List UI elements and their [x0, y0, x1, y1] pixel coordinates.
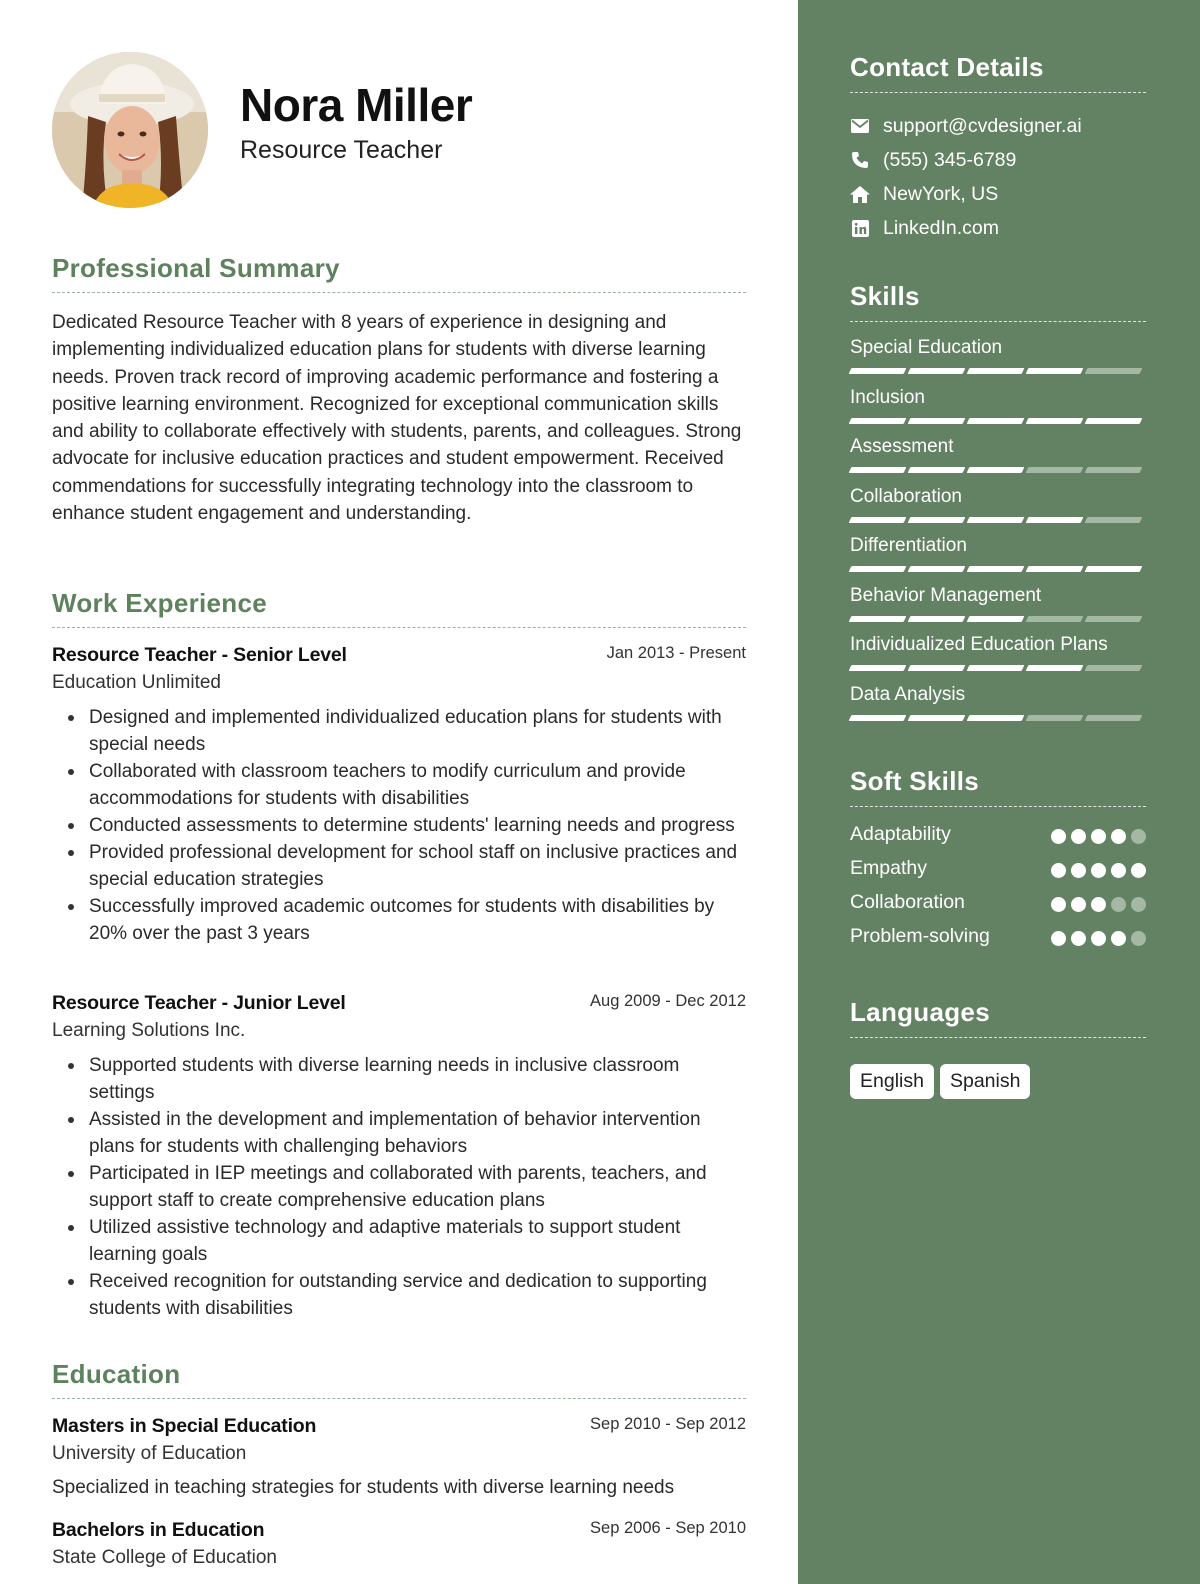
skill-level-bar: [850, 467, 1146, 473]
skill-level-bar: [850, 715, 1146, 721]
rating-dot: [1071, 931, 1086, 946]
skill-level-segment: [967, 566, 1025, 572]
bullet-item: Collaborated with classroom teachers to modify curriculum and provide accommodations for students with disabilities: [52, 758, 746, 812]
soft-skill-rating: [1051, 931, 1146, 946]
skill-item: [850, 585, 1146, 622]
skills-section: [850, 281, 1146, 322]
skill-level-bar: [850, 418, 1146, 424]
rating-dot: [1131, 829, 1146, 844]
skill-item: [850, 535, 1146, 572]
rating-dot: [1131, 931, 1146, 946]
skill-level-segment: [1085, 715, 1143, 721]
skill-level-segment: [849, 467, 907, 473]
job-dates: Aug 2009 - Dec 2012: [590, 992, 746, 1010]
home-icon: [850, 184, 870, 204]
skill-level-segment: [908, 665, 966, 671]
soft-skill-name: Problem-solving: [850, 925, 990, 947]
skill-level-segment: [1085, 368, 1143, 374]
summary-text: Dedicated Resource Teacher with 8 years of experience in designing and implementing individualized education plans for students with diverse learning needs. Proven track record of improving academic performance and fostering a positive learning environment. Recognized for exceptional communication skills and ability to collaborate effectively with students, parents, and colleagues. Strong advocate for inclusive education practices and student empowerment. Received commendations for successfully integrating technology into the classroom to enhance student engagement and understanding.: [52, 312, 742, 525]
rating-dot: [1051, 897, 1066, 912]
skill-level-segment: [1026, 566, 1084, 572]
skill-name: Assessment: [850, 436, 954, 457]
bullet-item: Assisted in the development and implementation of behavior intervention plans for students with challenging behaviors: [52, 1106, 746, 1160]
skill-level-bar: [850, 368, 1146, 374]
bullet-item: Supported students with diverse learning needs in inclusive classroom settings: [52, 1052, 746, 1106]
soft-skill-item: [850, 891, 1146, 917]
soft-skill-rating: [1051, 863, 1146, 878]
rating-dot: [1131, 863, 1146, 878]
education-heading: Education: [52, 1359, 181, 1389]
skill-level-segment: [908, 368, 966, 374]
skill-level-segment: [1085, 616, 1143, 622]
education-entry: [52, 1415, 746, 1499]
skill-level-segment: [849, 665, 907, 671]
degree-title: Bachelors in Education: [52, 1519, 265, 1541]
linkedin-icon: [850, 218, 870, 238]
skill-name: Data Analysis: [850, 683, 966, 705]
job-dates: Jan 2013 - Present: [606, 644, 746, 662]
rating-dot: [1111, 897, 1126, 912]
bullet-item: Participated in IEP meetings and collaborated with parents, teachers, and support staff to create comprehensive education plans: [52, 1160, 746, 1214]
email-text: support@cvdesigner.ai: [883, 114, 1082, 137]
section-divider: [850, 321, 1146, 322]
bullet-item: Provided professional development for school staff on inclusive practices and special education strategies: [52, 839, 746, 893]
job-title: Resource Teacher - Junior Level: [52, 992, 346, 1014]
rating-dot: [1051, 863, 1066, 878]
skills-heading: Skills: [850, 281, 920, 311]
job-company: Learning Solutions Inc.: [52, 1020, 246, 1041]
job-entry: [52, 992, 746, 1322]
summary-heading: Professional Summary: [52, 253, 340, 283]
skill-level-segment: [1026, 467, 1084, 473]
job-bullets: [52, 1052, 746, 1322]
soft-skill-item: [850, 857, 1146, 883]
rating-dot: [1051, 931, 1066, 946]
skill-level-segment: [1026, 715, 1084, 721]
candidate-name: Nora Miller: [240, 79, 473, 131]
language-tag: Spanish: [940, 1064, 1030, 1099]
experience-heading: Work Experience: [52, 588, 268, 618]
skill-name: Collaboration: [850, 485, 962, 507]
rating-dot: [1051, 829, 1066, 844]
rating-dot: [1111, 829, 1126, 844]
degree-title: Masters in Special Education: [52, 1415, 317, 1437]
skill-level-bar: [850, 517, 1146, 523]
contact-heading: Contact Details: [850, 52, 1044, 82]
soft-skills-section: [850, 766, 1146, 807]
skill-level-segment: [908, 467, 966, 473]
contact-email[interactable]: [850, 113, 1082, 139]
job-title: Resource Teacher - Senior Level: [52, 644, 347, 666]
skill-level-segment: [967, 467, 1025, 473]
rating-dot: [1071, 897, 1086, 912]
rating-dot: [1091, 829, 1106, 844]
soft-skill-rating: [1051, 829, 1146, 844]
skill-level-segment: [908, 566, 966, 572]
rating-dot: [1111, 931, 1126, 946]
contact-phone[interactable]: [850, 147, 1016, 173]
rating-dot: [1131, 897, 1146, 912]
skill-level-segment: [849, 616, 907, 622]
soft-skill-item: [850, 823, 1146, 849]
section-divider: [52, 292, 746, 293]
skill-item: [850, 634, 1146, 671]
skill-level-bar: [850, 665, 1146, 671]
skill-level-segment: [1026, 368, 1084, 374]
skill-level-segment: [908, 715, 966, 721]
skill-level-segment: [1026, 616, 1084, 622]
section-divider: [850, 806, 1146, 807]
bullet-item: Successfully improved academic outcomes for students with disabilities by 20% over the past 3 years: [52, 893, 746, 947]
skill-level-segment: [967, 616, 1025, 622]
contact-location: [850, 181, 998, 207]
soft-skills-heading: Soft Skills: [850, 766, 979, 796]
job-bullets: [52, 704, 746, 947]
languages-heading: Languages: [850, 997, 990, 1027]
bullet-item: Received recognition for outstanding service and dedication to supporting students with disabilities: [52, 1268, 746, 1322]
bullet-item: Designed and implemented individualized education plans for students with special needs: [52, 704, 746, 758]
rating-dot: [1071, 829, 1086, 844]
skill-level-segment: [1026, 517, 1084, 523]
skill-level-segment: [1085, 467, 1143, 473]
resume-header: [52, 52, 752, 210]
school-name: State College of Education: [52, 1547, 277, 1568]
skill-level-segment: [967, 715, 1025, 721]
skill-level-segment: [967, 665, 1025, 671]
skill-level-segment: [908, 616, 966, 622]
education-dates: Sep 2006 - Sep 2010: [590, 1519, 746, 1537]
skill-level-segment: [849, 418, 907, 424]
skill-level-segment: [1026, 418, 1084, 424]
skill-name: Inclusion: [850, 386, 925, 408]
skill-item: [850, 684, 1146, 721]
portrait-photo: [52, 52, 208, 208]
language-tag: English: [850, 1064, 934, 1099]
skill-item: [850, 337, 1146, 374]
section-divider: [850, 92, 1146, 93]
rating-dot: [1091, 863, 1106, 878]
education-entry: [52, 1519, 746, 1569]
bullet-item: Conducted assessments to determine students' learning needs and progress: [52, 812, 746, 839]
rating-dot: [1111, 863, 1126, 878]
contact-linkedin[interactable]: [850, 215, 999, 241]
avatar: [52, 52, 208, 208]
section-divider: [52, 1398, 746, 1399]
section-divider: [850, 1037, 1146, 1038]
skill-level-segment: [1026, 665, 1084, 671]
skill-name: Behavior Management: [850, 584, 1042, 606]
phone-icon: [850, 150, 870, 170]
skill-name: Differentiation: [850, 535, 967, 556]
job-entry: [52, 644, 746, 947]
rating-dot: [1071, 863, 1086, 878]
contact-section: [850, 52, 1146, 93]
skill-name: Special Education: [850, 337, 1003, 358]
skill-level-segment: [1085, 566, 1143, 572]
soft-skill-rating: [1051, 897, 1146, 912]
skill-level-segment: [1085, 418, 1143, 424]
language-tags: [850, 1064, 1030, 1099]
skill-level-segment: [967, 418, 1025, 424]
education-section: [52, 1359, 746, 1399]
location-text: NewYork, US: [883, 182, 999, 205]
education-description: Specialized in teaching strategies for students with diverse learning needs: [52, 1477, 675, 1498]
candidate-title: Resource Teacher: [240, 136, 443, 164]
rating-dot: [1091, 897, 1106, 912]
languages-section: [850, 997, 1146, 1038]
experience-section: [52, 588, 746, 628]
skill-level-segment: [967, 517, 1025, 523]
rating-dot: [1091, 931, 1106, 946]
soft-skill-item: [850, 925, 1146, 951]
skill-level-segment: [967, 368, 1025, 374]
skill-level-segment: [908, 418, 966, 424]
skill-level-segment: [849, 715, 907, 721]
summary-section: [52, 253, 746, 527]
school-name: University of Education: [52, 1443, 247, 1464]
skill-level-bar: [850, 566, 1146, 572]
soft-skill-name: Adaptability: [850, 823, 951, 845]
skill-level-segment: [849, 566, 907, 572]
skill-item: [850, 486, 1146, 523]
sidebar: [798, 0, 1200, 1584]
phone-text: (555) 345-6789: [883, 148, 1017, 171]
skill-level-segment: [849, 517, 907, 523]
skill-item: [850, 436, 1146, 473]
skill-name: Individualized Education Plans: [850, 634, 1108, 655]
soft-skill-name: Empathy: [850, 857, 927, 879]
skill-item: [850, 387, 1146, 424]
bullet-item: Utilized assistive technology and adaptive materials to support student learning goals: [52, 1214, 746, 1268]
skill-level-segment: [1085, 517, 1143, 523]
skill-level-segment: [908, 517, 966, 523]
envelope-icon: [850, 116, 870, 136]
linkedin-text: LinkedIn.com: [883, 216, 999, 239]
soft-skill-name: Collaboration: [850, 891, 965, 913]
job-company: Education Unlimited: [52, 672, 221, 693]
skill-level-bar: [850, 616, 1146, 622]
skill-level-segment: [849, 368, 907, 374]
education-dates: Sep 2010 - Sep 2012: [590, 1415, 746, 1433]
skill-level-segment: [1085, 665, 1143, 671]
section-divider: [52, 627, 746, 628]
